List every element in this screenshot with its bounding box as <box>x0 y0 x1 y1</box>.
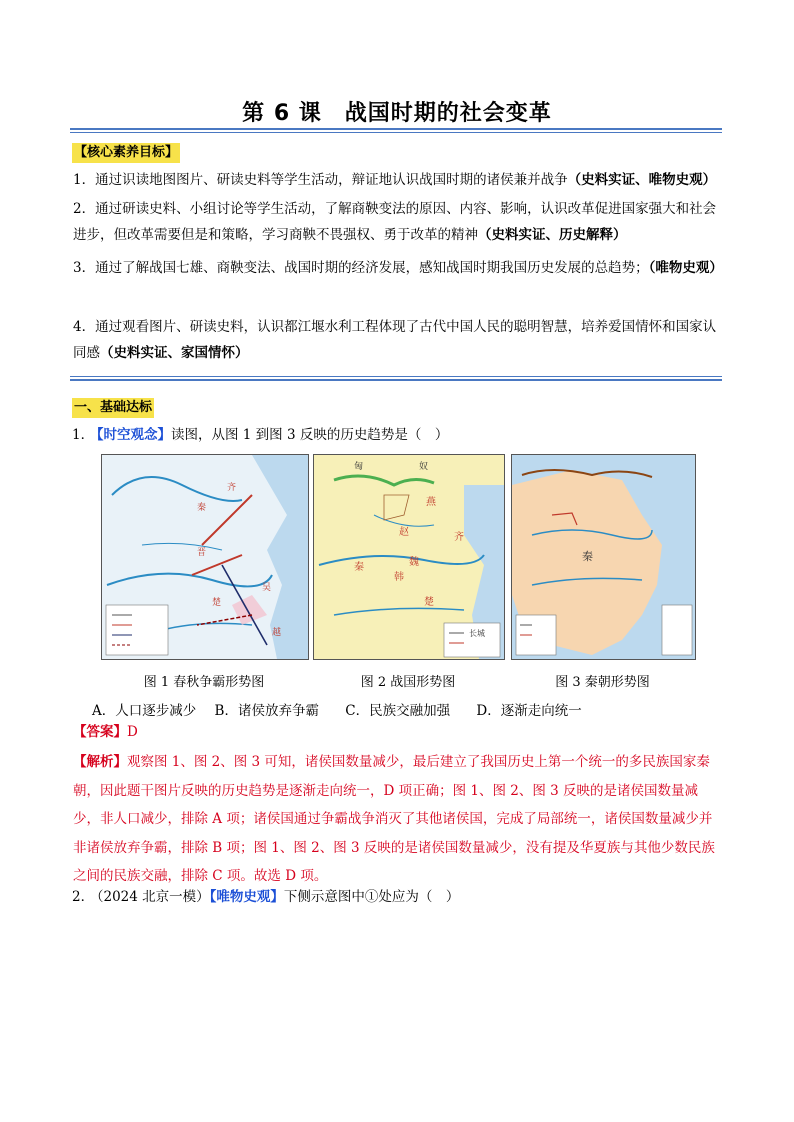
map2-label-qin: 秦 <box>354 562 364 573</box>
option-c: C．民族交融加强 <box>345 703 451 719</box>
q1-answer: 【答案】D <box>73 724 138 740</box>
page-title: 第 6 课 战国时期的社会变革 <box>242 101 552 126</box>
q1-stem: 1． 【时空观念】读图，从图 1 到图 3 反映的历史趋势是（ ） <box>72 427 449 443</box>
map2-svg <box>314 455 504 659</box>
section-tag: 一、基础达标 <box>72 398 154 418</box>
q2-stem: 2． （2024 北京一模）【唯物史观】下侧示意图中①处应为（ ） <box>72 889 460 905</box>
title-divider <box>70 128 722 130</box>
option-a: A．人口逐步减少 <box>92 703 197 719</box>
goal-1: 1．通过识读地图图片、研读史料等学生活动，辩证地认识战国时期的诸侯兼并战争（史料实证、唯物史观） <box>73 172 717 188</box>
option-d: D．逐渐走向统一 <box>476 703 582 719</box>
caption-map1: 图 1 春秋争霸形势图 <box>143 675 265 690</box>
map3-label-qin: 秦 <box>582 550 593 563</box>
map1-svg <box>102 455 308 659</box>
map1-label-qin: 秦 <box>197 503 207 513</box>
map3-svg <box>512 455 695 659</box>
map1-label-qi: 齐 <box>227 483 237 493</box>
section-divider <box>70 376 722 377</box>
map2-label-zhao: 赵 <box>399 527 409 538</box>
map1-label-jin: 晋 <box>197 548 207 558</box>
option-b: B．诸侯放弃争霸 <box>214 703 319 719</box>
map2-label-xiong: 匈 <box>354 462 364 472</box>
map2-label-qi: 齐 <box>454 532 464 543</box>
map1-label-yue: 越 <box>272 628 282 638</box>
map-qin-dynasty <box>511 454 696 660</box>
title-divider-thin <box>70 132 722 133</box>
goal-3: 3．通过了解战国七雄、商鞅变法、战国时期的经济发展，感知战国时期我国历史发展的总趋势；（唯物史观） <box>73 260 723 276</box>
goals-tag: 【核心素养目标】 <box>72 143 180 163</box>
map2-label-chu: 楚 <box>424 597 434 608</box>
caption-map2: 图 2 战国形势图 <box>360 675 456 690</box>
goal-2: 2．通过研读史料、小组讨论等学生活动，了解商鞅变法的原因、内容、影响，认识改革促进国家强大和社会进步，但改革需要但是和策略，学习商鞅不畏强权、勇于改革的精神（史料实证、历史解释） <box>73 201 717 243</box>
map2-label-yan: 燕 <box>426 497 436 508</box>
map2-label-nu: 奴 <box>419 462 429 472</box>
map1-label-chu: 楚 <box>212 598 222 608</box>
map-warring-states <box>313 454 505 660</box>
map2-label-han: 韩 <box>394 572 404 583</box>
map1-label-wu: 吴 <box>262 583 272 593</box>
map-spring-autumn <box>101 454 309 660</box>
section-divider-thick <box>70 379 722 381</box>
map2-label-changcheng: 长城 <box>469 629 485 638</box>
caption-map3: 图 3 秦朝形势图 <box>555 675 650 690</box>
goal-4: 4．通过观看图片、研读史料，认识都江堰水利工程体现了古代中国人民的聪明智慧，培养爱国情怀和国家认同感（史料实证、家国情怀） <box>73 319 717 361</box>
q1-analysis: 【解析】观察图 1、图 2、图 3 可知，诸侯国数量减少，最后建立了我国历史上第一个统一的多民族国家秦朝，因此题干图片反映的历史趋势是逐渐走向统一，D 项正确；图 1、图 2、图 3 反映的是诸侯国数量减少，非人口减少，排除 A 项；诸侯国通过争霸战争消灭了其他诸侯国，完成了局部统一，诸侯国数量减少并非诸侯放弃争霸，排除 B 项；图 1、图 2、图 3 反映的是诸侯国数量减少，没有提及华夏族与其他少数民族之间的民族交融，排除 C 项。故选 D 项。 <box>73 754 715 884</box>
q1-options <box>92 699 596 719</box>
map2-label-wei: 魏 <box>409 557 419 568</box>
